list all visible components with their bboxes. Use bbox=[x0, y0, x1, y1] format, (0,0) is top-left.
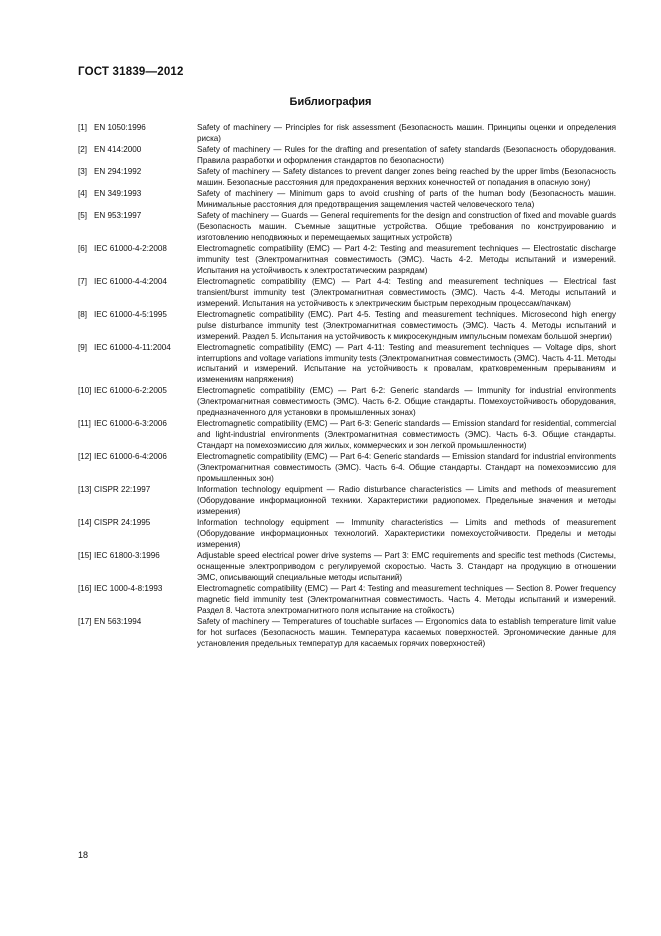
reference-standard-code: IEC 61000-6-4:2006 bbox=[94, 452, 167, 462]
reference-number: [3] bbox=[78, 167, 87, 176]
reference-number: [6] bbox=[78, 243, 87, 253]
reference-standard-code: IEC 61000-4-5:1995 bbox=[94, 309, 167, 319]
reference-description: Safety of machinery — Rules for the drafting and presentation of safety standards (Безопасность оборудования. Правила разработки и оформления стандартов по безопасности) bbox=[197, 145, 616, 165]
bibliography-entry bbox=[78, 617, 616, 650]
reference-number: [4] bbox=[78, 189, 87, 198]
reference-description: Safety of machinery — Temperatures of touchable surfaces — Ergonomics data to establish temperature limit value for hot surfaces (Безопасность машин. Температура касаемых поверхностей. Эргономические данные для установления предельных температур для касаемых горячих поверхностей) bbox=[197, 616, 616, 648]
reference-standard-code: IEC 61000-6-3:2006 bbox=[94, 419, 167, 429]
bibliography-entry bbox=[78, 211, 616, 244]
reference-standard-code: IEC 61000-6-2:2005 bbox=[94, 386, 167, 396]
reference-standard-code: IEC 61000-4-2:2008 bbox=[94, 243, 167, 253]
reference-number: [7] bbox=[78, 276, 87, 286]
reference-number: [9] bbox=[78, 342, 87, 352]
bibliography-entry bbox=[78, 518, 616, 551]
bibliography-entry bbox=[78, 310, 616, 343]
bibliography-entry bbox=[78, 277, 616, 310]
bibliography-entry bbox=[78, 419, 616, 452]
bibliography-entry bbox=[78, 244, 616, 277]
bibliography-entry bbox=[78, 343, 616, 387]
bibliography-entry bbox=[78, 452, 616, 485]
reference-number: [17] bbox=[78, 616, 92, 626]
reference-description: Safety of machinery — Principles for risk assessment (Безопасность машин. Принципы оценки и определения риска) bbox=[197, 123, 616, 143]
bibliography-entry bbox=[78, 167, 616, 189]
reference-description: Electromagnetic compatibility (EMC) — Part 6-2: Generic standards — Immunity for industrial environments (Электромагнитная совместимость (ЭМС). Часть 6-2. Общие стандарты. Помехоустойчивость оборудования, предназначенного для установки в промышленных зонах) bbox=[197, 386, 616, 418]
reference-description: Electromagnetic compatibility (EMC) — Part 6-4: Generic standards — Emission standard for industrial environments (Электромагнитная совместимость (ЭМС). Часть 6-4. Общие стандарты. Стандарт на помехоэмиссию для промышленных зон) bbox=[197, 452, 616, 484]
reference-description: Information technology equipment — Immunity characteristics — Limits and methods of measurement (Оборудование информационных технологий. Характеристики помехоустойчивости. Пределы и методы измерения) bbox=[197, 518, 616, 549]
reference-standard-code: EN 953:1997 bbox=[94, 211, 142, 220]
reference-standard-code: EN 414:2000 bbox=[94, 145, 142, 154]
reference-number: [2] bbox=[78, 145, 87, 154]
reference-number: [11] bbox=[78, 419, 91, 429]
reference-description: Electromagnetic compatibility (EMC) — Part 4-11: Testing and measurement techniques — Voltage dips, short interruptions and voltage variations immunity tests (Электромагнитная совместимость (ЭМС). Часть 4-11. Методы испытаний и измерений. Испытание на устойчивость к провалам, кратковременным прерываниям и изменениям напряжения) bbox=[197, 342, 616, 385]
reference-description: Electromagnetic compatibility (EMC) — Part 4-4: Testing and measurement techniques — Electrical fast transient/burst immunity test (Электромагнитная совместимость (ЭМС). Часть 4-4. Методы испытаний и измерений. Испытания на устойчивость к электрическим быстрым переходным процессам/пачкам) bbox=[197, 276, 616, 308]
reference-number: [8] bbox=[78, 309, 87, 319]
reference-number: [1] bbox=[78, 123, 87, 132]
bibliography-entry bbox=[78, 189, 616, 211]
reference-standard-code: EN 294:1992 bbox=[94, 167, 142, 176]
bibliography-entry bbox=[78, 123, 616, 145]
reference-description: Adjustable speed electrical power drive systems — Part 3: EMC requirements and specific test methods (Системы, оснащенные электроприводом с регулируемой скоростью. Часть 3. Стандарт на продукцию в отношении ЭМС, описывающий специальные методы испытаний) bbox=[197, 550, 616, 582]
reference-number: [16] bbox=[78, 583, 92, 593]
bibliography-entry bbox=[78, 485, 616, 518]
bibliography-entry bbox=[78, 386, 616, 419]
reference-standard-code: EN 563:1994 bbox=[94, 616, 142, 626]
bibliography-entry bbox=[78, 145, 616, 167]
section-title: Библиография bbox=[289, 96, 372, 108]
reference-standard-code: IEC 61000-4-4:2004 bbox=[94, 276, 167, 286]
reference-number: [10] bbox=[78, 386, 92, 396]
reference-number: [15] bbox=[78, 550, 92, 560]
reference-number: [12] bbox=[78, 452, 92, 462]
page-number: 18 bbox=[78, 850, 89, 860]
reference-number: [13] bbox=[78, 485, 92, 495]
reference-description: Electromagnetic compatibility (EMC). Part 4-5. Testing and measurement techniques. Microsecond high energy pulse disturbance immunity test (Электромагнитная совместимость (ЭМС). Часть 4. Методы испытаний и измерений. Раздел 5. Испытания на устойчивость к микросекундным импульсным помехам большой энергии) bbox=[197, 309, 616, 341]
reference-description: Safety of machinery — Safety distances to prevent danger zones being reached by the upper limbs (Безопасность машин. Безопасные расстояния для предохранения верхних конечностей от попадания в опасную зону) bbox=[197, 167, 616, 187]
reference-description: Electromagnetic compatibility (EMC) — Part 6-3: Generic standards — Emission standard for residential, commercial and light-industrial environments (Электромагнитная совместимость (ЭМС). Часть 6-3. Общие стандарты. Стандарт на помехоэмиссию для жилых, коммерческих и зон легкой промышленности) bbox=[197, 419, 616, 451]
reference-description: Electromagnetic compatibility (EMC) — Part 4-2: Testing and measurement techniques — Electrostatic discharge immunity test (Электромагнитная совместимость (ЭМС). Часть 4-2. Методы испытаний и измерений. Испытания на устойчивость к электростатическим разрядам) bbox=[197, 243, 616, 275]
reference-description: Electromagnetic compatibility (EMC) — Part 4: Testing and measurement techniques — Section 8. Power frequency magnetic field immunity test (Электромагнитная совместимость. Часть 4. Методы испытаний и измерений. Раздел 8. Частота электромагнитного поля испытание на стойкость) bbox=[197, 583, 616, 615]
reference-standard-code: CISPR 22:1997 bbox=[94, 485, 151, 495]
reference-standard-code: IEC 61000-4-11:2004 bbox=[94, 342, 171, 352]
reference-description: Information technology equipment — Radio disturbance characteristics — Limits and methods of measurement (Оборудование информационной техники. Характеристики радиопомех. Предельные значения и методы измерения) bbox=[197, 485, 616, 516]
reference-number: [5] bbox=[78, 211, 87, 220]
reference-number: [14] bbox=[78, 518, 92, 528]
bibliography-entry bbox=[78, 584, 616, 617]
reference-standard-code: EN 1050:1996 bbox=[94, 123, 146, 132]
reference-standard-code: IEC 61800-3:1996 bbox=[94, 550, 160, 560]
bibliography-list bbox=[78, 123, 616, 650]
reference-description: Safety of machinery — Guards — General requirements for the design and construction of fixed and movable guards (Безопасность машин. Съемные защитные устройства. Общие требования по конструированию и изготовлению неподвижных и перемещаемых защитных устройств) bbox=[197, 211, 616, 242]
reference-standard-code: EN 349:1993 bbox=[94, 189, 142, 198]
bibliography-entry bbox=[78, 551, 616, 584]
reference-standard-code: CISPR 24:1995 bbox=[94, 518, 151, 528]
reference-standard-code: IEC 1000-4-8:1993 bbox=[94, 583, 163, 593]
document-id-header: ГОСТ 31839—2012 bbox=[78, 66, 184, 78]
reference-description: Safety of machinery — Minimum gaps to avoid crushing of parts of the human body (Безопасность машин. Минимальные расстояния для предотвращения защемления частей человеческого тела) bbox=[197, 189, 616, 209]
